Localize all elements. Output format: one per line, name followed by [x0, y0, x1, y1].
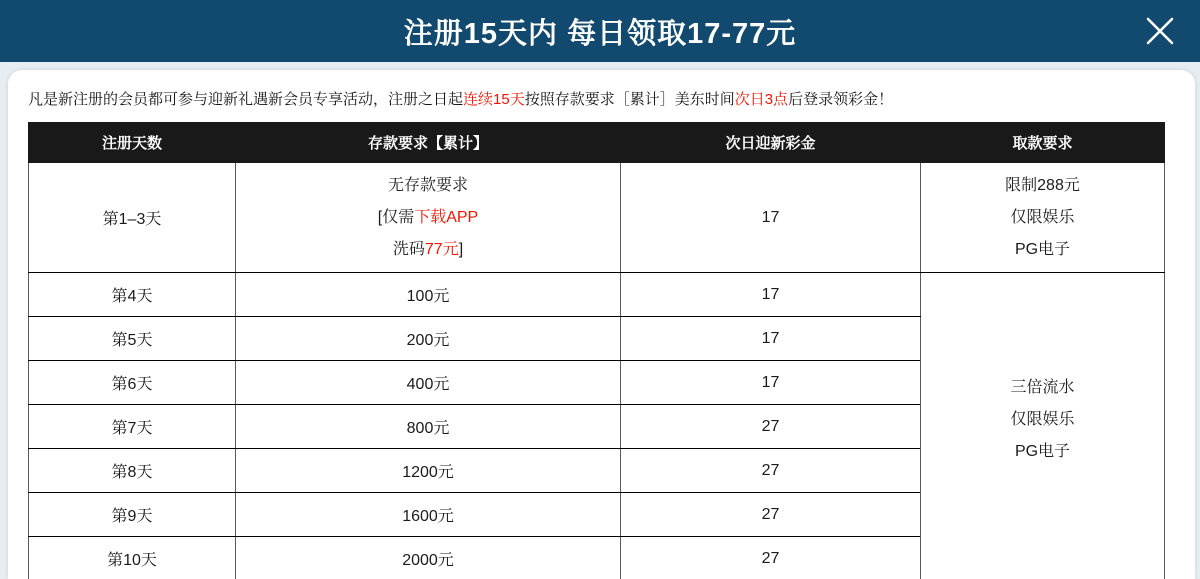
column-header-withdraw: 取款要求: [921, 123, 1165, 163]
bonus-cell: 27: [621, 493, 921, 537]
day-cell: 第1–3天: [29, 163, 236, 273]
intro-highlight-1: 连续15天: [463, 91, 525, 108]
column-header-bonus: 次日迎新彩金: [621, 123, 921, 163]
intro-text-2: 按照存款要求［累计］美东时间: [524, 91, 735, 108]
close-button[interactable]: [1138, 9, 1182, 53]
bonus-cell: 17: [621, 273, 921, 317]
deposit-cell: 800元: [236, 405, 621, 449]
withdraw-line: PG电子: [1014, 240, 1071, 258]
day-cell: 第5天: [29, 317, 236, 361]
deposit-cell: [236, 163, 621, 273]
bonus-cell: 27: [621, 449, 921, 493]
withdraw-line: 仅限娱乐: [1010, 410, 1075, 428]
intro-text-1: 凡是新注册的会员都可参与迎新礼遇新会员专享活动，注册之日起: [28, 91, 464, 108]
intro-highlight-2: 次日3点: [734, 91, 789, 108]
day-cell: 第7天: [29, 405, 236, 449]
modal-header: [0, 0, 1200, 62]
withdraw-line: 限制288元: [1005, 176, 1080, 194]
withdraw-line: PG电子: [1014, 442, 1071, 460]
intro-text-3: 后登录领彩金！: [788, 91, 894, 108]
bonus-cell: 27: [621, 405, 921, 449]
withdraw-cell: [921, 163, 1165, 273]
deposit-cell: 400元: [236, 361, 621, 405]
day-cell: 第9天: [29, 493, 236, 537]
deposit-line: 无存款要求: [387, 176, 468, 194]
withdraw-line: 三倍流水: [1010, 378, 1075, 396]
column-header-deposit: 存款要求【累计】: [236, 123, 621, 163]
promo-table: [28, 122, 1165, 579]
bonus-cell: 17: [621, 163, 921, 273]
close-icon: [1143, 14, 1177, 48]
modal-body: [8, 70, 1195, 579]
modal-title: 注册15天内 每日领取17-77元: [403, 17, 797, 50]
deposit-cell: 1200元: [236, 449, 621, 493]
table-row: [29, 273, 1165, 317]
day-cell: 第4天: [29, 273, 236, 317]
deposit-line: [仅需下载APP: [377, 208, 479, 226]
day-cell: 第10天: [29, 537, 236, 579]
column-header-day: 注册天数: [29, 123, 236, 163]
deposit-cell: 2000元: [236, 537, 621, 579]
table-header-row: [29, 123, 1165, 163]
withdraw-line: 仅限娱乐: [1010, 208, 1075, 226]
withdraw-merged-cell: [921, 273, 1165, 579]
deposit-cell: 1600元: [236, 493, 621, 537]
bonus-cell: 17: [621, 317, 921, 361]
day-cell: 第8天: [29, 449, 236, 493]
deposit-cell: 100元: [236, 273, 621, 317]
bonus-cell: 17: [621, 361, 921, 405]
table-row: [29, 163, 1165, 273]
deposit-cell: 200元: [236, 317, 621, 361]
promo-description: [28, 88, 1195, 109]
bonus-cell: 27: [621, 537, 921, 579]
deposit-line: 洗码77元]: [392, 240, 464, 258]
day-cell: 第6天: [29, 361, 236, 405]
